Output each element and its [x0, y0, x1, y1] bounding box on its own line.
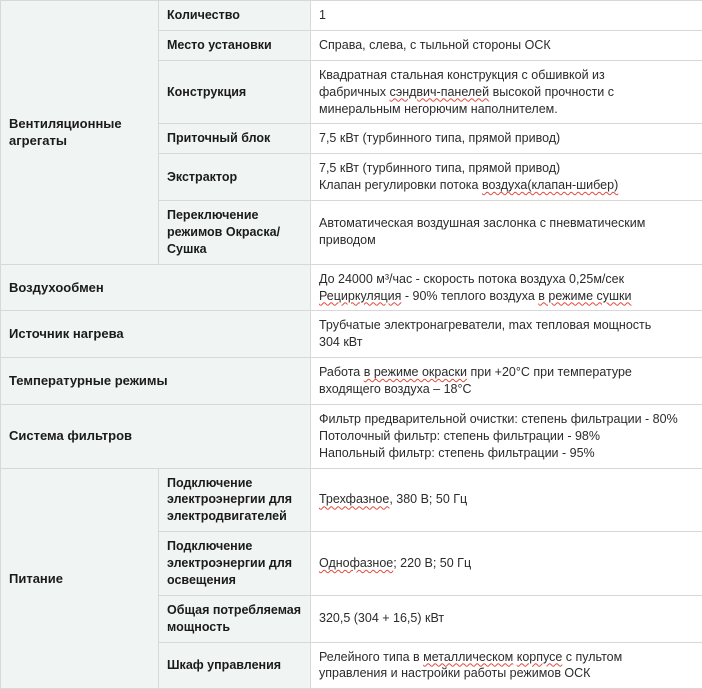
row-value — [311, 532, 702, 596]
row-group-label: Вентиляционные агрегаты — [1, 1, 159, 265]
row-parameter-label: Подключение электроэнергии для освещения — [159, 532, 311, 596]
row-value-line: Трехфазное, 380 В; 50 Гц — [319, 491, 694, 508]
row-value-line: Работа в режиме окраски при +20°C при температуре — [319, 364, 694, 381]
row-value-line: приводом — [319, 232, 694, 249]
row-group-label: Питание — [1, 468, 159, 689]
row-parameter-label: Общая потребляемая мощность — [159, 595, 311, 642]
table-row — [1, 1, 702, 31]
row-value — [311, 311, 702, 358]
table-row — [1, 311, 702, 358]
row-value-line: входящего воздуха – 18°C — [319, 381, 694, 398]
row-value-line: Потолочный фильтр: степень фильтрации - 98% — [319, 428, 694, 445]
row-value-line: Однофазное; 220 В; 50 Гц — [319, 555, 694, 572]
row-value-line: Квадратная стальная конструкция с обшивкой из — [319, 67, 694, 84]
row-value-line: До 24000 м³/час - скорость потока воздуха 0,25м/сек — [319, 271, 694, 288]
row-value — [311, 124, 702, 154]
row-value — [311, 468, 702, 532]
row-value — [311, 595, 702, 642]
row-group-label: Температурные режимы — [1, 358, 311, 405]
row-value — [311, 1, 702, 31]
row-value-line: Трубчатые электронагреватели, max тепловая мощность — [319, 317, 694, 334]
row-group-label: Система фильтров — [1, 404, 311, 468]
row-value — [311, 404, 702, 468]
row-value-line: 7,5 кВт (турбинного типа, прямой привод) — [319, 160, 694, 177]
row-value-line: Напольный фильтр: степень фильтрации - 95% — [319, 445, 694, 462]
table-row — [1, 358, 702, 405]
row-group-label: Воздухообмен — [1, 264, 311, 311]
row-group-label: Источник нагрева — [1, 311, 311, 358]
row-value — [311, 154, 702, 201]
row-value-line: 7,5 кВт (турбинного типа, прямой привод) — [319, 130, 694, 147]
row-value-line: управления и настройки работы режимов ОСК — [319, 665, 694, 682]
row-value — [311, 60, 702, 124]
row-value-line: фабричных сэндвич-панелей высокой прочности с — [319, 84, 694, 101]
row-parameter-label: Приточный блок — [159, 124, 311, 154]
table-row — [1, 468, 702, 532]
row-value-line: Релейного типа в металлическом корпусе с пультом — [319, 649, 694, 666]
specification-table-body — [1, 1, 702, 689]
row-value-line: минеральным негорючим наполнителем. — [319, 101, 694, 118]
row-parameter-label: Место установки — [159, 30, 311, 60]
row-value — [311, 201, 702, 265]
row-value-line: Клапан регулировки потока воздуха(клапан-шибер) — [319, 177, 694, 194]
row-value — [311, 30, 702, 60]
row-value-line: 1 — [319, 7, 694, 24]
row-value-line: Автоматическая воздушная заслонка с пневматическим — [319, 215, 694, 232]
row-value — [311, 642, 702, 689]
row-parameter-label: Количество — [159, 1, 311, 31]
row-value — [311, 264, 702, 311]
row-parameter-label: Экстрактор — [159, 154, 311, 201]
row-parameter-label: Шкаф управления — [159, 642, 311, 689]
row-value-line: Справа, слева, с тыльной стороны ОСК — [319, 37, 694, 54]
row-value-line: 320,5 (304 + 16,5) кВт — [319, 610, 694, 627]
row-value-line: Рециркуляция - 90% теплого воздуха в режиме сушки — [319, 288, 694, 305]
row-value-line: 304 кВт — [319, 334, 694, 351]
row-value — [311, 358, 702, 405]
row-parameter-label: Подключение электроэнергии для электродвигателей — [159, 468, 311, 532]
row-parameter-label: Переключение режимов Окраска/Сушка — [159, 201, 311, 265]
row-parameter-label: Конструкция — [159, 60, 311, 124]
table-row — [1, 264, 702, 311]
row-value-line: Фильтр предварительной очистки: степень фильтрации - 80% — [319, 411, 694, 428]
table-row — [1, 404, 702, 468]
